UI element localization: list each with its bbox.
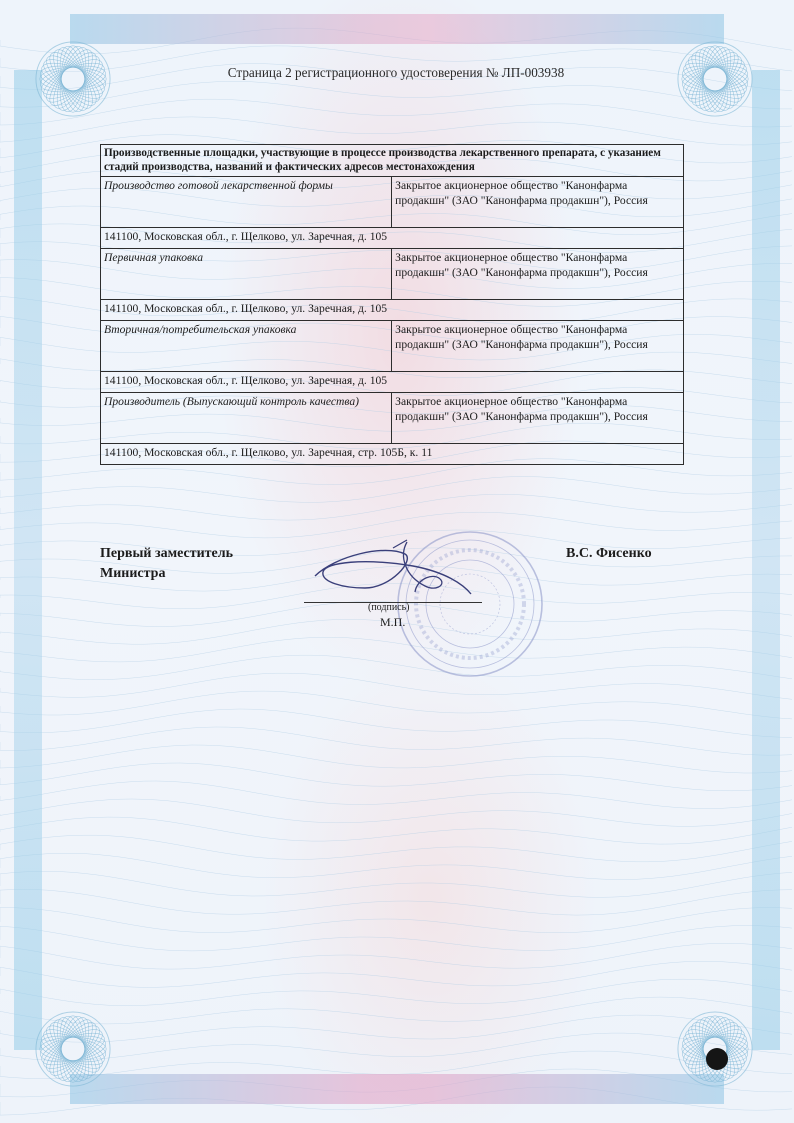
rosette-top-right-icon [676, 40, 754, 118]
organization-cell: Закрытое акционерное общество "Канонфарма продакшн" (ЗАО "Канонфарма продакшн"), Россия [392, 393, 684, 444]
border-bottom-ornament [70, 1074, 724, 1104]
stage-cell: Производство готовой лекарственной формы [101, 177, 392, 228]
border-right-ornament [752, 70, 780, 1050]
handwritten-signature-icon [295, 536, 485, 608]
punch-hole-icon [704, 1046, 730, 1072]
table-row [101, 444, 684, 465]
stage-cell: Первичная упаковка [101, 249, 392, 300]
organization-cell: Закрытое акционерное общество "Канонфарма продакшн" (ЗАО "Канонфарма продакшн"), Россия [392, 177, 684, 228]
production-sites-table [100, 144, 684, 465]
table-header: Производственные площадки, участвующие в процессе производства лекарственного препарата, с указанием стадий производства, названий и фактических адресов местонахождения [101, 145, 684, 177]
position-line-2: Министра [100, 566, 166, 581]
stage-cell: Производитель (Выпускающий контроль качества) [101, 393, 392, 444]
signature-block [100, 544, 684, 684]
table-row [101, 228, 684, 249]
organization-cell: Закрытое акционерное общество "Канонфарма продакшн" (ЗАО "Канонфарма продакшн"), Россия [392, 321, 684, 372]
border-left-ornament [14, 70, 42, 1050]
table-row [101, 300, 684, 321]
table-row [101, 321, 684, 372]
table-row [101, 393, 684, 444]
stage-cell: Вторичная/потребительская упаковка [101, 321, 392, 372]
rosette-top-left-icon [34, 40, 112, 118]
signer-name: В.С. Фисенко [566, 546, 652, 561]
stamp-place-label: М.П. [380, 615, 406, 629]
table-row [101, 249, 684, 300]
signature-caption: (подпись) [368, 602, 410, 613]
address-cell: 141100, Московская обл., г. Щелково, ул. Заречная, д. 105 [101, 372, 684, 393]
position-line-1: Первый заместитель [100, 546, 233, 561]
signer-position [100, 544, 300, 584]
border-top-ornament [70, 14, 724, 44]
address-cell: 141100, Московская обл., г. Щелково, ул. Заречная, д. 105 [101, 300, 684, 321]
page-title: Страница 2 регистрационного удостоверения № ЛП-003938 [227, 65, 565, 80]
table-row [101, 372, 684, 393]
rosette-bottom-left-icon [34, 1010, 112, 1088]
address-cell: 141100, Московская обл., г. Щелково, ул. Заречная, д. 105 [101, 228, 684, 249]
address-cell: 141100, Московская обл., г. Щелково, ул. Заречная, стр. 105Б, к. 11 [101, 444, 684, 465]
table-row [101, 177, 684, 228]
organization-cell: Закрытое акционерное общество "Канонфарма продакшн" (ЗАО "Канонфарма продакшн"), Россия [392, 249, 684, 300]
